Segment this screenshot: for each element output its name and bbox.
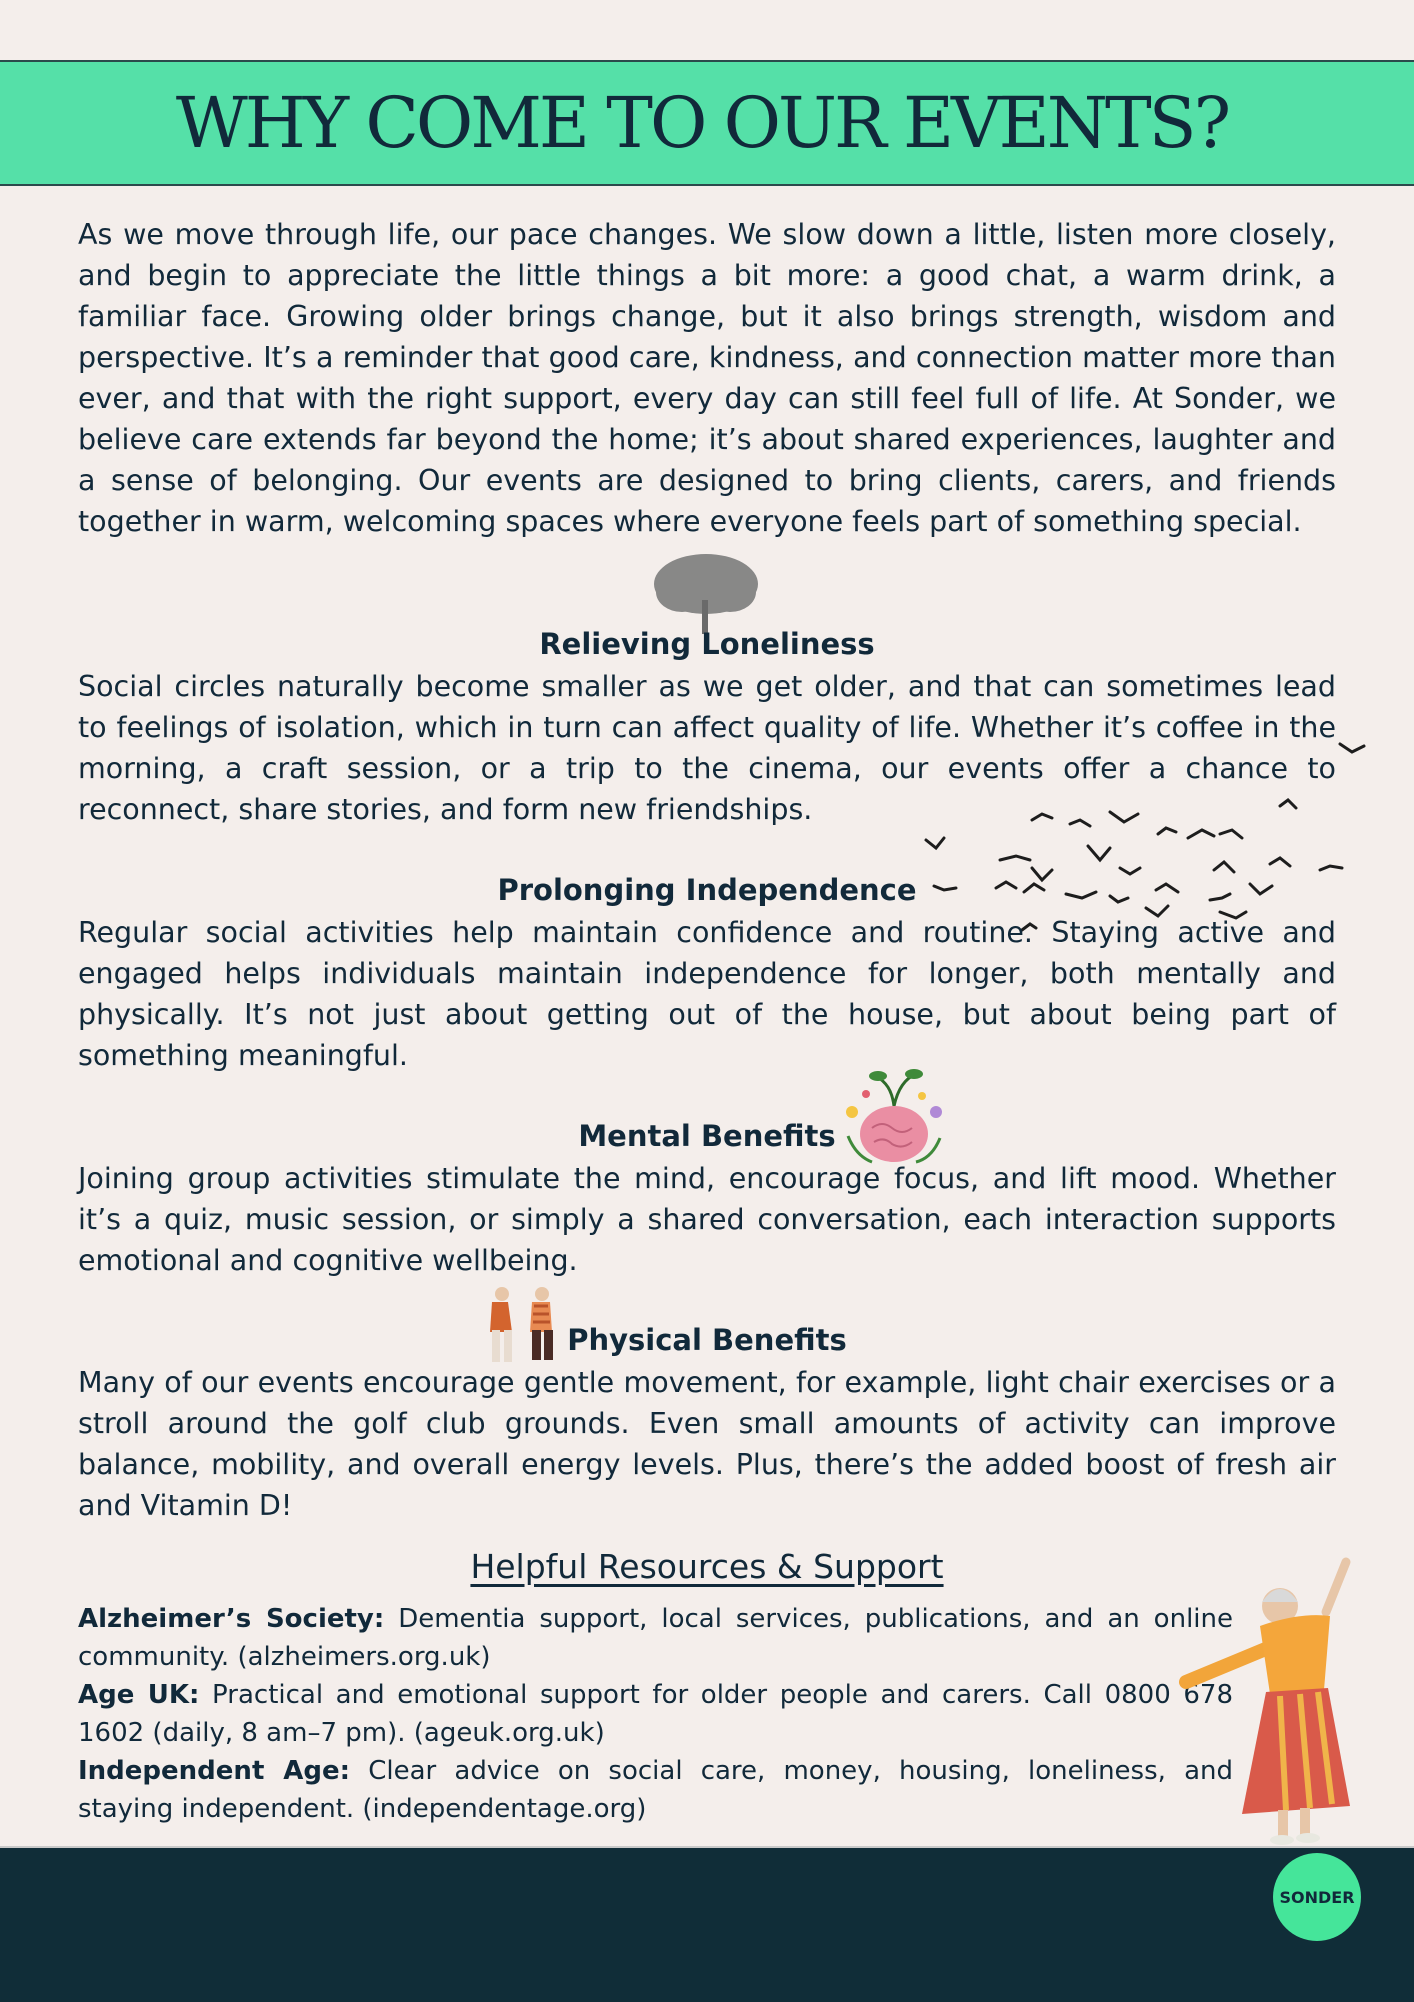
resource-description: Dementia support, local services, publications, and an online community. (alzheimers.org.uk) [78,1604,1233,1672]
brain-flowers-illustration [842,1066,946,1166]
page-title: WHY COME TO OUR EVENTS? [175,82,1229,164]
body-prolonging-independence: Regular social activities help maintain confidence and routine. Staying active and engaged helps individuals maintain independence for longer, both mentally and physically. It’s not just about getting out of the house, but about being part of something meaningful. [78,916,1336,1072]
heading-prolonging-independence: Prolonging Independence [497,873,917,907]
resource-description: Practical and emotional support for older people and carers. Call 0800 678 1602 (daily, 8 am–7 pm). (ageuk.org.uk) [78,1680,1234,1748]
body-physical-benefits: Many of our events encourage gentle movement, for example, light chair exercises or a stroll around the golf club grounds. Even small amounts of activity can improve balance, mobility, and overall energy levels. Plus, there’s the added boost of fresh air and Vitamin D! [78,1366,1336,1522]
title-banner [0,60,1414,186]
tree-illustration [648,548,764,636]
footer-bar [0,1846,1414,2002]
heading-relieving-loneliness: Relieving Loneliness [539,627,875,661]
resources-title: Helpful Resources & Support [470,1547,944,1586]
heading-physical-benefits: Physical Benefits [567,1323,847,1357]
sonder-logo: SONDER [1273,1853,1361,1941]
resource-independent-age [78,1752,1233,1828]
resource-name: Independent Age: [78,1756,351,1786]
resource-alzheimers-society [78,1600,1233,1676]
heading-mental-benefits: Mental Benefits [578,1119,836,1153]
resource-name: Alzheimer’s Society: [78,1604,385,1634]
intro-paragraph: As we move through life, our pace changes. We slow down a little, listen more closely, and begin to appreciate the little things a bit more: a good chat, a warm drink, a familiar face. Growing older brings change, but it also brings strength, wisdom and perspective. It’s a reminder that good care, kindness, and connection matter more than ever, and that with the right support, every day can still feel full of life. At Sonder, we believe care extends far beyond the home; it’s about shared experiences, laughter and a sense of belonging. Our events are designed to bring clients, carers, and friends together in warm, welcoming spaces where everyone feels part of something special. [78,218,1336,538]
resource-name: Age UK: [78,1680,200,1710]
birds-illustration [920,740,1370,940]
body-mental-benefits: Joining group activities stimulate the mind, encourage focus, and lift mood. Whether it’s a quiz, music session, or simply a shared conversation, each interaction supports emotional and cognitive wellbeing. [78,1162,1336,1277]
dancing-woman-illustration [1176,1556,1362,1846]
resource-description: Clear advice on social care, money, housing, loneliness, and staying independent. (independentage.org) [78,1756,1233,1824]
resource-age-uk [78,1676,1233,1752]
body-relieving-loneliness: Social circles naturally become smaller as we get older, and that can sometimes lead to feelings of isolation, which in turn can affect quality of life. Whether it’s coffee in the morning, a craft session, or a trip to the cinema, our events offer a chance to reconnect, share stories, and form new friendships. [78,670,1336,826]
